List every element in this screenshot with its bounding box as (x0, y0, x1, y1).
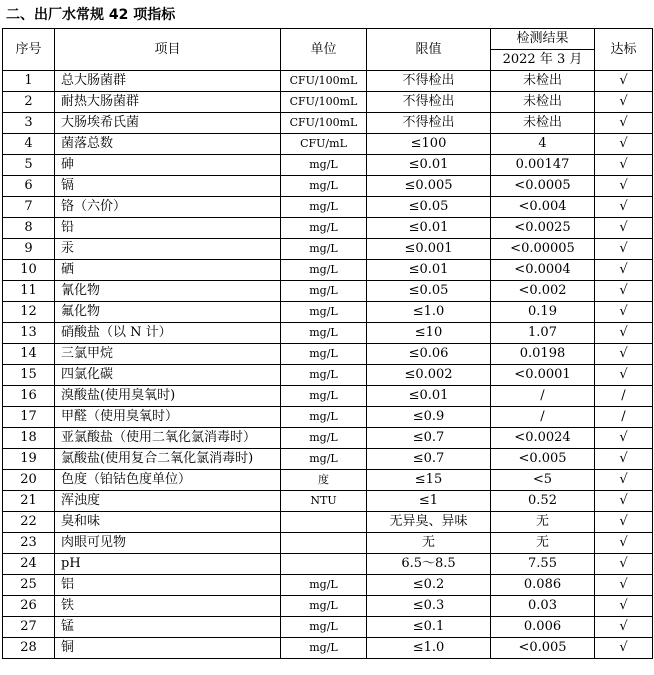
cell-result: 未检出 (491, 113, 595, 134)
cell-limit: ≤0.05 (367, 197, 491, 218)
table-row (3, 134, 653, 155)
cell-pass: √ (595, 218, 653, 239)
table-row (3, 533, 653, 554)
table-row (3, 113, 653, 134)
cell-result: 0.006 (491, 617, 595, 638)
cell-unit: 度 (281, 470, 367, 491)
cell-unit: CFU/mL (281, 134, 367, 155)
cell-no: 26 (3, 596, 55, 617)
cell-item: pH (55, 554, 281, 575)
cell-no: 15 (3, 365, 55, 386)
cell-unit: CFU/100mL (281, 92, 367, 113)
cell-unit: mg/L (281, 365, 367, 386)
cell-item: 铅 (55, 218, 281, 239)
page-title: 二、出厂水常规 42 项指标 (6, 7, 176, 23)
cell-result: 无 (491, 533, 595, 554)
table-row (3, 218, 653, 239)
table-row (3, 638, 653, 659)
table-row (3, 197, 653, 218)
cell-pass: / (595, 386, 653, 407)
cell-pass: √ (595, 281, 653, 302)
cell-limit: 不得检出 (367, 92, 491, 113)
cell-no: 23 (3, 533, 55, 554)
cell-result: <0.002 (491, 281, 595, 302)
cell-unit: mg/L (281, 386, 367, 407)
cell-pass: √ (595, 617, 653, 638)
cell-limit: 不得检出 (367, 113, 491, 134)
cell-limit: ≤0.2 (367, 575, 491, 596)
cell-unit: mg/L (281, 596, 367, 617)
cell-no: 7 (3, 197, 55, 218)
cell-item: 三氯甲烷 (55, 344, 281, 365)
header-result: 检测结果 (491, 29, 595, 50)
table-row (3, 260, 653, 281)
table-row (3, 554, 653, 575)
cell-pass: √ (595, 491, 653, 512)
cell-item: 溴酸盐(使用臭氧时) (55, 386, 281, 407)
cell-no: 20 (3, 470, 55, 491)
header-item: 项目 (55, 29, 281, 71)
cell-pass: √ (595, 554, 653, 575)
cell-unit: mg/L (281, 260, 367, 281)
cell-result: <0.00005 (491, 239, 595, 260)
cell-no: 8 (3, 218, 55, 239)
cell-limit: ≤0.001 (367, 239, 491, 260)
cell-pass: √ (595, 92, 653, 113)
cell-result: 7.55 (491, 554, 595, 575)
cell-item: 铝 (55, 575, 281, 596)
cell-no: 11 (3, 281, 55, 302)
cell-pass: √ (595, 533, 653, 554)
cell-result: 0.19 (491, 302, 595, 323)
cell-no: 22 (3, 512, 55, 533)
cell-unit: mg/L (281, 407, 367, 428)
table-row (3, 281, 653, 302)
cell-result: 1.07 (491, 323, 595, 344)
table-row (3, 470, 653, 491)
cell-limit: 不得检出 (367, 71, 491, 92)
cell-no: 2 (3, 92, 55, 113)
table-body (3, 71, 653, 659)
cell-item: 色度（铂钴色度单位） (55, 470, 281, 491)
cell-pass: √ (595, 575, 653, 596)
header-no: 序号 (3, 29, 55, 71)
cell-no: 1 (3, 71, 55, 92)
cell-item: 铁 (55, 596, 281, 617)
cell-limit: ≤1.0 (367, 638, 491, 659)
cell-result: 0.52 (491, 491, 595, 512)
cell-limit: ≤0.3 (367, 596, 491, 617)
cell-result: <0.005 (491, 638, 595, 659)
cell-pass: √ (595, 197, 653, 218)
cell-limit: ≤0.01 (367, 218, 491, 239)
cell-item: 氰化物 (55, 281, 281, 302)
cell-result: <0.0005 (491, 176, 595, 197)
cell-limit: 无 (367, 533, 491, 554)
cell-unit: mg/L (281, 302, 367, 323)
cell-result: <0.0004 (491, 260, 595, 281)
cell-no: 12 (3, 302, 55, 323)
cell-unit: mg/L (281, 428, 367, 449)
cell-item: 硝酸盐（以 N 计） (55, 323, 281, 344)
cell-limit: ≤0.06 (367, 344, 491, 365)
cell-no: 14 (3, 344, 55, 365)
cell-no: 17 (3, 407, 55, 428)
cell-no: 6 (3, 176, 55, 197)
cell-pass: √ (595, 638, 653, 659)
cell-pass: √ (595, 155, 653, 176)
cell-unit: CFU/100mL (281, 113, 367, 134)
cell-item: 总大肠菌群 (55, 71, 281, 92)
cell-limit: ≤0.7 (367, 449, 491, 470)
header-period: 2022 年 3 月 (491, 50, 595, 71)
cell-pass: / (595, 407, 653, 428)
cell-result: 0.086 (491, 575, 595, 596)
header-limit: 限值 (367, 29, 491, 71)
cell-item: 氟化物 (55, 302, 281, 323)
cell-item: 菌落总数 (55, 134, 281, 155)
cell-unit: mg/L (281, 575, 367, 596)
cell-result: <0.0025 (491, 218, 595, 239)
cell-limit: ≤15 (367, 470, 491, 491)
cell-unit: mg/L (281, 176, 367, 197)
cell-pass: √ (595, 176, 653, 197)
cell-unit (281, 533, 367, 554)
table-row (3, 323, 653, 344)
cell-result: 未检出 (491, 92, 595, 113)
cell-unit: mg/L (281, 344, 367, 365)
cell-result: / (491, 386, 595, 407)
table-row (3, 449, 653, 470)
cell-pass: √ (595, 323, 653, 344)
cell-item: 锰 (55, 617, 281, 638)
cell-limit: ≤0.005 (367, 176, 491, 197)
cell-unit (281, 554, 367, 575)
cell-item: 氯酸盐(使用复合二氧化氯消毒时) (55, 449, 281, 470)
cell-pass: √ (595, 365, 653, 386)
cell-unit: NTU (281, 491, 367, 512)
cell-item: 铬（六价） (55, 197, 281, 218)
cell-limit: ≤0.01 (367, 386, 491, 407)
table-row (3, 365, 653, 386)
cell-item: 耐热大肠菌群 (55, 92, 281, 113)
cell-item: 臭和味 (55, 512, 281, 533)
cell-result: <0.005 (491, 449, 595, 470)
cell-no: 4 (3, 134, 55, 155)
cell-unit: mg/L (281, 197, 367, 218)
cell-unit (281, 512, 367, 533)
header-unit: 单位 (281, 29, 367, 71)
table-row (3, 512, 653, 533)
cell-no: 3 (3, 113, 55, 134)
table-row (3, 239, 653, 260)
cell-no: 19 (3, 449, 55, 470)
cell-unit: mg/L (281, 155, 367, 176)
table-row (3, 344, 653, 365)
cell-item: 肉眼可见物 (55, 533, 281, 554)
cell-pass: √ (595, 113, 653, 134)
cell-pass: √ (595, 239, 653, 260)
cell-limit: 无异臭、异味 (367, 512, 491, 533)
table-row (3, 386, 653, 407)
cell-unit: CFU/100mL (281, 71, 367, 92)
cell-limit: ≤0.01 (367, 260, 491, 281)
table-row (3, 428, 653, 449)
cell-item: 砷 (55, 155, 281, 176)
table-row (3, 596, 653, 617)
cell-pass: √ (595, 134, 653, 155)
cell-limit: ≤1 (367, 491, 491, 512)
cell-item: 四氯化碳 (55, 365, 281, 386)
cell-item: 亚氯酸盐（使用二氧化氯消毒时） (55, 428, 281, 449)
cell-item: 浑浊度 (55, 491, 281, 512)
cell-limit: ≤0.1 (367, 617, 491, 638)
table-row (3, 617, 653, 638)
cell-item: 硒 (55, 260, 281, 281)
table-row (3, 302, 653, 323)
cell-pass: √ (595, 449, 653, 470)
cell-unit: mg/L (281, 239, 367, 260)
cell-limit: ≤0.05 (367, 281, 491, 302)
header-pass: 达标 (595, 29, 653, 71)
cell-unit: mg/L (281, 281, 367, 302)
cell-no: 21 (3, 491, 55, 512)
cell-unit: mg/L (281, 218, 367, 239)
cell-result: <5 (491, 470, 595, 491)
table-row (3, 92, 653, 113)
cell-no: 9 (3, 239, 55, 260)
cell-item: 铜 (55, 638, 281, 659)
cell-no: 13 (3, 323, 55, 344)
table-row (3, 491, 653, 512)
table-row (3, 71, 653, 92)
cell-limit: ≤0.7 (367, 428, 491, 449)
cell-no: 25 (3, 575, 55, 596)
cell-pass: √ (595, 428, 653, 449)
cell-result: / (491, 407, 595, 428)
cell-pass: √ (595, 71, 653, 92)
cell-limit: ≤0.002 (367, 365, 491, 386)
table-row (3, 176, 653, 197)
water-quality-table (2, 28, 653, 659)
cell-pass: √ (595, 344, 653, 365)
cell-no: 10 (3, 260, 55, 281)
cell-limit: ≤0.9 (367, 407, 491, 428)
cell-result: 未检出 (491, 71, 595, 92)
cell-no: 28 (3, 638, 55, 659)
cell-limit: 6.5～8.5 (367, 554, 491, 575)
table-row (3, 575, 653, 596)
cell-pass: √ (595, 470, 653, 491)
cell-pass: √ (595, 302, 653, 323)
cell-result: 无 (491, 512, 595, 533)
table-row (3, 407, 653, 428)
cell-unit: mg/L (281, 617, 367, 638)
cell-item: 镉 (55, 176, 281, 197)
cell-result: 0.00147 (491, 155, 595, 176)
cell-unit: mg/L (281, 449, 367, 470)
cell-result: 4 (491, 134, 595, 155)
cell-pass: √ (595, 512, 653, 533)
cell-no: 18 (3, 428, 55, 449)
cell-no: 16 (3, 386, 55, 407)
cell-unit: mg/L (281, 638, 367, 659)
cell-pass: √ (595, 260, 653, 281)
cell-no: 27 (3, 617, 55, 638)
cell-item: 大肠埃希氏菌 (55, 113, 281, 134)
cell-result: <0.004 (491, 197, 595, 218)
cell-result: 0.03 (491, 596, 595, 617)
cell-unit: mg/L (281, 323, 367, 344)
cell-limit: ≤10 (367, 323, 491, 344)
cell-result: 0.0198 (491, 344, 595, 365)
cell-limit: ≤0.01 (367, 155, 491, 176)
cell-no: 5 (3, 155, 55, 176)
cell-limit: ≤1.0 (367, 302, 491, 323)
cell-item: 甲醛（使用臭氧时） (55, 407, 281, 428)
cell-item: 汞 (55, 239, 281, 260)
cell-result: <0.0001 (491, 365, 595, 386)
cell-pass: √ (595, 596, 653, 617)
cell-result: <0.0024 (491, 428, 595, 449)
table-row (3, 155, 653, 176)
cell-no: 24 (3, 554, 55, 575)
cell-limit: ≤100 (367, 134, 491, 155)
table-header (3, 29, 653, 71)
